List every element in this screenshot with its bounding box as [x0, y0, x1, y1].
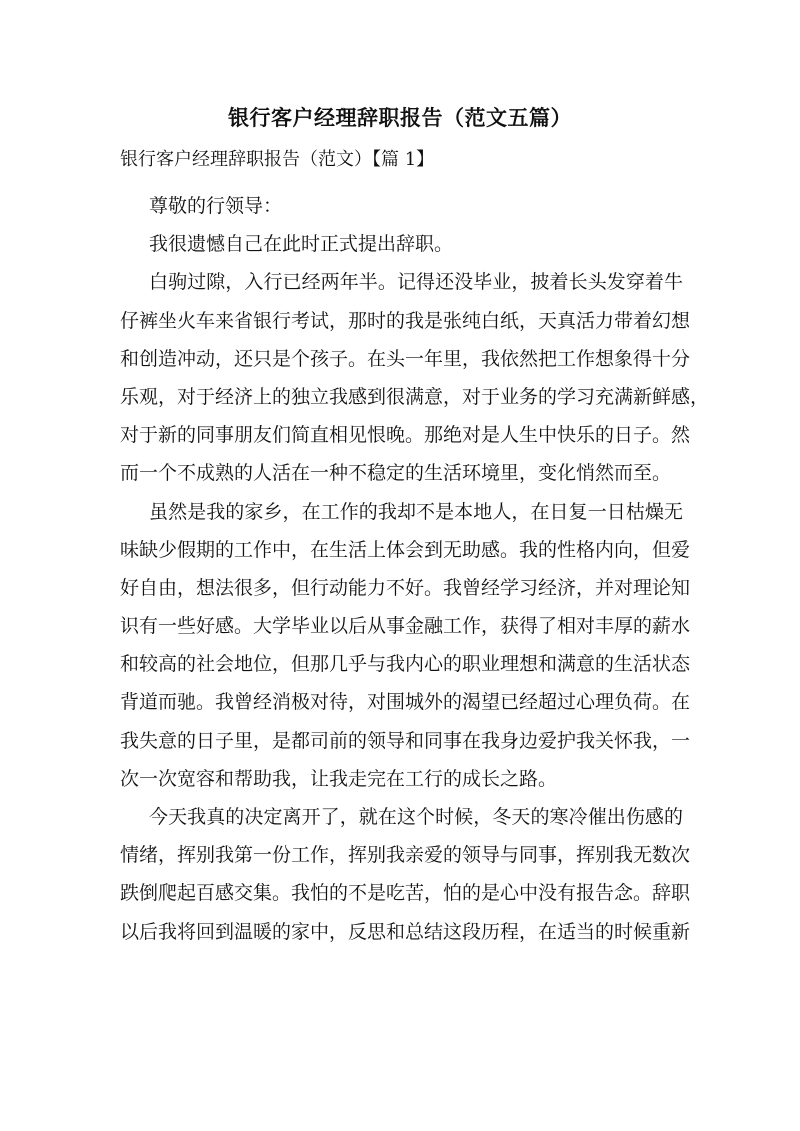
text-line: 情绪，挥别我第一份工作，挥别我亲爱的领导与同事，挥别我无数次	[120, 844, 691, 867]
text-line: 好自由，想法很多，但行动能力不好。我曾经学习经济，并对理论知	[120, 576, 691, 599]
text-line: 味缺少假期的工作中，在生活上体会到无助感。我的性格内向，但爱	[120, 538, 691, 561]
text-line: 我失意的日子里，是都司前的领导和同事在我身边爱护我关怀我，一	[120, 729, 691, 752]
text-line: 乐观，对于经济上的独立我感到很满意，对于业务的学习充满新鲜感，	[120, 385, 710, 408]
text-line: 虽然是我的家乡，在工作的我却不是本地人，在日复一日枯燥无	[149, 500, 683, 523]
text-line: 我很遗憾自己在此时正式提出辞职。	[149, 233, 454, 256]
text-line: 和创造冲动，还只是个孩子。在头一年里，我依然把工作想象得十分	[120, 347, 691, 370]
section-subtitle: 银行客户经理辞职报告（范文）【篇 1】	[120, 149, 435, 170]
text-line: 白驹过隙，入行已经两年半。记得还没毕业，披着长头发穿着牛	[149, 271, 683, 294]
text-line: 背道而驰。我曾经消极对待，对围城外的渴望已经超过心理负荷。在	[120, 691, 691, 714]
letter-body	[120, 187, 710, 951]
text-line: 次一次宽容和帮助我，让我走完在工行的成长之路。	[120, 767, 558, 790]
text-line: 跌倒爬起百感交集。我怕的不是吃苦，怕的是心中没有报告念。辞职	[120, 882, 691, 905]
text-line: 对于新的同事朋友们简直相见恨晚。那绝对是人生中快乐的日子。然	[120, 424, 691, 447]
document-title: 银行客户经理辞职报告（范文五篇）	[228, 105, 572, 130]
text-line: 以后我将回到温暖的家中，反思和总结这段历程，在适当的时候重新	[120, 920, 691, 943]
text-line: 识有一些好感。大学毕业以后从事金融工作，获得了相对丰厚的薪水	[120, 615, 691, 638]
text-line: 仔裤坐火车来省银行考试，那时的我是张纯白纸，天真活力带着幻想	[120, 309, 691, 332]
text-line: 尊敬的行领导：	[149, 195, 283, 217]
text-line: 和较高的社会地位，但那几乎与我内心的职业理想和满意的生活状态	[120, 653, 691, 676]
text-line: 今天我真的决定离开了，就在这个时候，冬天的寒冷催出伤感的	[149, 806, 683, 828]
text-line: 而一个不成熟的人活在一种不稳定的生活环境里，变化悄然而至。	[120, 462, 672, 485]
